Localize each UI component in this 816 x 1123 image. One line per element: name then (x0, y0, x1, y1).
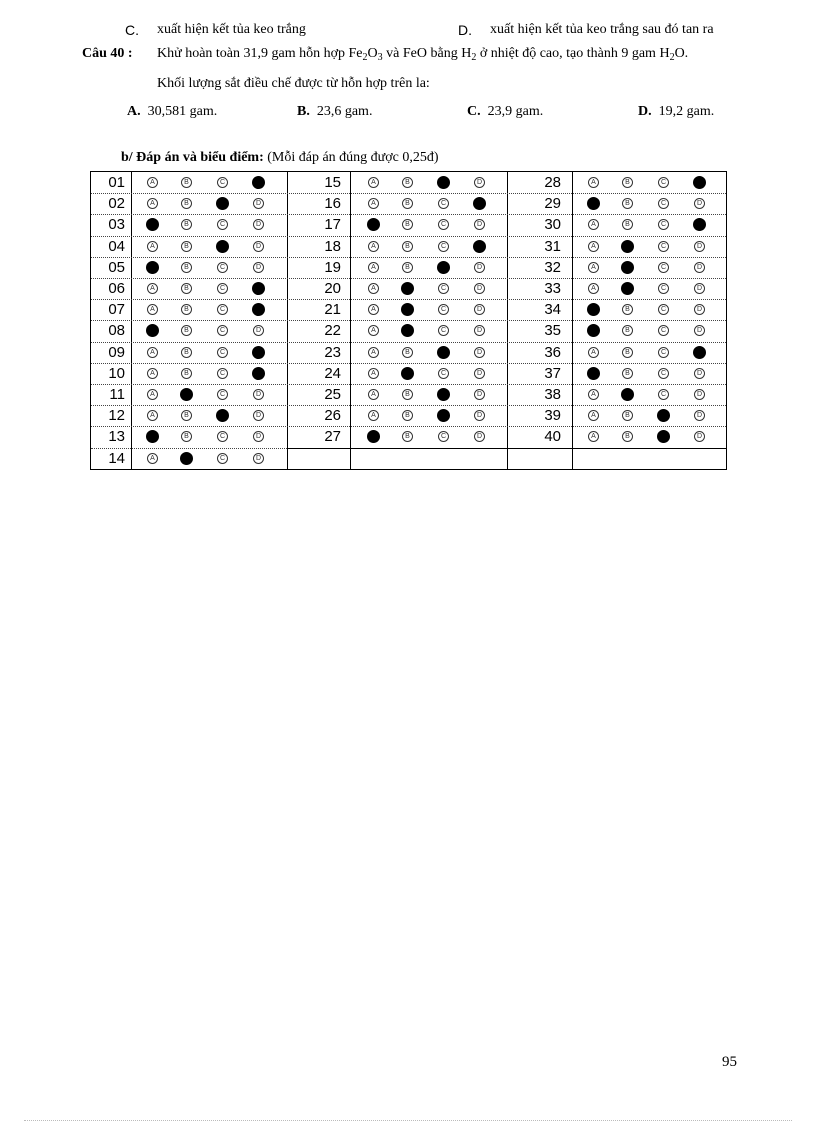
answer-bubble-a: A (147, 177, 158, 188)
answer-bubble-b: B (181, 177, 192, 188)
answer-bubble-d: D (694, 241, 705, 252)
answer-bubble-filled (252, 346, 265, 359)
answer-bubble-filled (693, 176, 706, 189)
answer-key-heading: b/ Đáp án và biểu điểm: (Mỗi đáp án đúng được 0,25đ) (121, 150, 439, 165)
question-number: 33 (544, 280, 561, 297)
grid-row-divider (91, 342, 726, 343)
answer-bubble-d: D (253, 241, 264, 252)
answer-bubble-a: A (588, 389, 599, 400)
answer-bubble-b: B (622, 198, 633, 209)
answer-bubble-d: D (694, 325, 705, 336)
answer-bubble-b: B (181, 347, 192, 358)
answer-bubble-c: C (438, 304, 449, 315)
grid-row-divider (91, 405, 726, 406)
answer-bubble-b: B (402, 241, 413, 252)
answer-bubble-d: D (694, 389, 705, 400)
answer-bubble-d: D (474, 347, 485, 358)
answer-bubble-filled (401, 282, 414, 295)
answer-bubble-filled (437, 388, 450, 401)
question-number: 23 (324, 343, 341, 361)
question-number: 35 (544, 322, 561, 340)
answer-bubble-c: C (658, 198, 669, 209)
answer-bubble-filled (216, 197, 229, 210)
question-number: 09 (108, 343, 125, 361)
grid-row-divider (91, 236, 726, 237)
answer-bubble-d: D (474, 262, 485, 273)
answer-bubble-d: D (253, 389, 264, 400)
answer-bubble-b: B (181, 283, 192, 294)
answer-bubble-d: D (474, 177, 485, 188)
question-number: 16 (324, 195, 341, 213)
answer-bubble-c: C (658, 325, 669, 336)
answer-bubble-c: C (438, 283, 449, 294)
question-number: 17 (324, 216, 341, 234)
question-number: 30 (544, 216, 561, 234)
grid-row-divider (91, 278, 726, 279)
answer-bubble-a: A (588, 431, 599, 442)
answer-bubble-a: A (368, 283, 379, 294)
answer-bubble-a: A (368, 198, 379, 209)
answer-bubble-c: C (658, 241, 669, 252)
answer-bubble-b: B (181, 368, 192, 379)
answer-bubble-c: C (658, 177, 669, 188)
answer-bubble-filled (216, 409, 229, 422)
question-number: 11 (109, 386, 125, 403)
answer-bubble-a: A (368, 410, 379, 421)
answer-bubble-a: A (588, 410, 599, 421)
answer-bubble-d: D (253, 410, 264, 421)
answer-bubble-b: B (181, 431, 192, 442)
grid-row-divider (91, 384, 726, 385)
answer-bubble-filled (216, 240, 229, 253)
question-number: 06 (108, 280, 125, 297)
answer-bubble-b: B (622, 177, 633, 188)
answer-bubble-d: D (474, 431, 485, 442)
option-c-label: C. (125, 22, 139, 38)
answer-bubble-c: C (438, 198, 449, 209)
answer-bubble-filled (693, 346, 706, 359)
answer-bubble-filled (587, 197, 600, 210)
answer-bubble-b: B (622, 410, 633, 421)
answer-bubble-d: D (694, 368, 705, 379)
question-40-text-line2: Khối lượng sắt điều chế được từ hỗn hợp trên la: (157, 76, 430, 91)
answer-bubble-filled (252, 367, 265, 380)
answer-bubble-c: C (658, 347, 669, 358)
answer-bubble-d: D (253, 453, 264, 464)
answer-bubble-c: C (658, 262, 669, 273)
answer-bubble-b: B (181, 219, 192, 230)
answer-bubble-c: C (217, 219, 228, 230)
question-number: 01 (108, 174, 125, 191)
option-d-label: D. (458, 22, 472, 38)
answer-bubble-a: A (368, 347, 379, 358)
answer-bubble-d: D (694, 304, 705, 315)
answer-bubble-c: C (217, 304, 228, 315)
answer-bubble-b: B (402, 347, 413, 358)
question-number: 37 (544, 364, 561, 382)
grid-row-divider (91, 320, 726, 321)
answer-bubble-d: D (253, 198, 264, 209)
answer-bubble-filled (587, 367, 600, 380)
answer-bubble-filled (146, 430, 159, 443)
answer-bubble-b: B (622, 368, 633, 379)
answer-bubble-a: A (147, 241, 158, 252)
answer-bubble-c: C (217, 283, 228, 294)
answer-bubble-c: C (217, 177, 228, 188)
answer-bubble-c: C (217, 389, 228, 400)
answer-bubble-d: D (474, 368, 485, 379)
answer-bubble-filled (587, 324, 600, 337)
question-number: 22 (324, 322, 341, 340)
answer-bubble-c: C (217, 262, 228, 273)
question-number: 25 (324, 386, 341, 403)
answer-bubble-c: C (217, 347, 228, 358)
question-number: 32 (544, 258, 561, 276)
question-number: 04 (108, 237, 125, 255)
answer-bubble-a: A (147, 283, 158, 294)
answer-bubble-filled (401, 303, 414, 316)
answer-bubble-filled (473, 240, 486, 253)
answer-bubble-a: A (147, 198, 158, 209)
answer-bubble-a: A (147, 410, 158, 421)
answer-bubble-a: A (368, 177, 379, 188)
answer-option-c: C. 23,9 gam. (467, 104, 544, 119)
question-number: 10 (108, 364, 125, 382)
answer-bubble-a: A (368, 262, 379, 273)
question-number: 27 (324, 428, 341, 446)
answer-bubble-d: D (694, 198, 705, 209)
question-number: 29 (544, 195, 561, 213)
answer-bubble-d: D (474, 389, 485, 400)
question-number: 19 (324, 258, 341, 276)
answer-bubble-b: B (402, 389, 413, 400)
answer-bubble-b: B (402, 219, 413, 230)
answer-option-d: D. 19,2 gam. (638, 104, 715, 119)
answer-bubble-a: A (588, 177, 599, 188)
answer-bubble-filled (252, 282, 265, 295)
question-number: 39 (544, 407, 561, 425)
question-number: 20 (324, 280, 341, 297)
answer-bubble-filled (621, 261, 634, 274)
answer-bubble-filled (437, 346, 450, 359)
answer-bubble-filled (621, 240, 634, 253)
question-number: 07 (108, 301, 125, 319)
answer-bubble-filled (401, 367, 414, 380)
answer-bubble-a: A (147, 347, 158, 358)
answer-bubble-d: D (474, 304, 485, 315)
answer-bubble-d: D (694, 283, 705, 294)
answer-bubble-b: B (622, 219, 633, 230)
question-number: 18 (324, 237, 341, 255)
answer-bubble-filled (437, 261, 450, 274)
answer-bubble-c: C (217, 325, 228, 336)
option-c-text: xuất hiện kết tủa keo trắng (157, 22, 306, 37)
answer-bubble-a: A (147, 453, 158, 464)
answer-bubble-c: C (217, 368, 228, 379)
answer-bubble-d: D (253, 325, 264, 336)
answer-bubble-d: D (474, 325, 485, 336)
question-40-text: Khử hoàn toàn 31,9 gam hỗn hợp $Fe_2O_3$ và FeO bằng $H_2$ ở nhiệt độ cao, tạo thành 9 gam $H_2O$. (157, 46, 689, 63)
answer-bubble-c: C (438, 219, 449, 230)
answer-bubble-c: C (217, 431, 228, 442)
answer-bubble-a: A (368, 304, 379, 315)
answer-bubble-filled (180, 388, 193, 401)
answer-bubble-a: A (588, 219, 599, 230)
question-number: 38 (544, 386, 561, 403)
answer-bubble-c: C (438, 431, 449, 442)
question-number: 34 (544, 301, 561, 319)
question-number: 13 (108, 428, 125, 446)
grid-row-divider (287, 448, 726, 449)
answer-bubble-a: A (588, 241, 599, 252)
answer-bubble-d: D (474, 410, 485, 421)
answer-bubble-d: D (253, 431, 264, 442)
grid-row-divider (91, 257, 726, 258)
answer-bubble-filled (252, 176, 265, 189)
answer-bubble-b: B (622, 431, 633, 442)
answer-bubble-filled (252, 303, 265, 316)
grid-row-divider (91, 214, 726, 215)
question-number: 28 (544, 174, 561, 191)
answer-bubble-d: D (253, 219, 264, 230)
answer-bubble-filled (657, 409, 670, 422)
answer-bubble-a: A (147, 368, 158, 379)
answer-bubble-filled (180, 452, 193, 465)
answer-bubble-b: B (402, 431, 413, 442)
question-number: 02 (108, 195, 125, 213)
answer-bubble-c: C (438, 368, 449, 379)
answer-bubble-filled (437, 176, 450, 189)
answer-bubble-c: C (438, 241, 449, 252)
answer-bubble-filled (657, 430, 670, 443)
question-number: 14 (108, 449, 125, 467)
answer-bubble-d: D (474, 219, 485, 230)
answer-bubble-c: C (658, 219, 669, 230)
question-number: 21 (324, 301, 341, 319)
answer-bubble-filled (146, 261, 159, 274)
answer-bubble-filled (367, 430, 380, 443)
answer-bubble-d: D (474, 283, 485, 294)
question-number: 03 (108, 216, 125, 234)
answer-bubble-filled (473, 197, 486, 210)
answer-bubble-d: D (253, 262, 264, 273)
page-number: 95 (722, 1054, 737, 1070)
answer-bubble-c: C (217, 453, 228, 464)
answer-bubble-d: D (694, 431, 705, 442)
answer-bubble-b: B (622, 304, 633, 315)
answer-bubble-a: A (368, 241, 379, 252)
answer-bubble-a: A (368, 389, 379, 400)
answer-bubble-filled (587, 303, 600, 316)
question-number: 15 (324, 174, 341, 191)
question-40-label: Câu 40 : (82, 46, 133, 61)
answer-bubble-b: B (181, 241, 192, 252)
answer-bubble-a: A (588, 283, 599, 294)
answer-bubble-c: C (658, 283, 669, 294)
answer-option-a: A. 30,581 gam. (127, 104, 218, 119)
answer-bubble-b: B (181, 198, 192, 209)
answer-bubble-c: C (658, 304, 669, 315)
answer-bubble-filled (401, 324, 414, 337)
answer-bubble-c: C (658, 368, 669, 379)
answer-key-table (90, 171, 727, 470)
question-number: 12 (108, 407, 125, 425)
question-number: 40 (544, 428, 561, 446)
answer-bubble-b: B (402, 177, 413, 188)
answer-bubble-a: A (588, 262, 599, 273)
answer-bubble-b: B (622, 325, 633, 336)
answer-bubble-filled (621, 282, 634, 295)
answer-bubble-filled (146, 218, 159, 231)
answer-bubble-b: B (402, 410, 413, 421)
footer-divider (24, 1120, 792, 1121)
answer-bubble-b: B (181, 304, 192, 315)
answer-bubble-b: B (402, 262, 413, 273)
question-number: 31 (544, 237, 561, 255)
option-d-text: xuất hiện kết tủa keo trắng sau đó tan ra (490, 22, 714, 37)
answer-bubble-filled (367, 218, 380, 231)
answer-bubble-b: B (181, 262, 192, 273)
answer-bubble-b: B (181, 410, 192, 421)
answer-bubble-b: B (181, 325, 192, 336)
question-number: 24 (324, 364, 341, 382)
answer-bubble-a: A (147, 304, 158, 315)
grid-row-divider (91, 299, 726, 300)
question-number: 05 (108, 258, 125, 276)
answer-bubble-filled (621, 388, 634, 401)
answer-bubble-a: A (368, 325, 379, 336)
question-number: 36 (544, 343, 561, 361)
answer-bubble-b: B (622, 347, 633, 358)
answer-bubble-c: C (438, 325, 449, 336)
answer-bubble-filled (437, 409, 450, 422)
answer-bubble-b: B (402, 198, 413, 209)
answer-option-b: B. 23,6 gam. (297, 104, 373, 119)
answer-bubble-filled (693, 218, 706, 231)
question-number: 08 (108, 322, 125, 340)
grid-row-divider (91, 363, 726, 364)
answer-bubble-d: D (694, 410, 705, 421)
question-number: 26 (324, 407, 341, 425)
answer-bubble-d: D (694, 262, 705, 273)
answer-bubble-filled (146, 324, 159, 337)
answer-bubble-c: C (658, 389, 669, 400)
grid-row-divider (91, 193, 726, 194)
answer-bubble-a: A (588, 347, 599, 358)
grid-row-divider (91, 426, 726, 427)
answer-bubble-a: A (368, 368, 379, 379)
answer-bubble-a: A (147, 389, 158, 400)
